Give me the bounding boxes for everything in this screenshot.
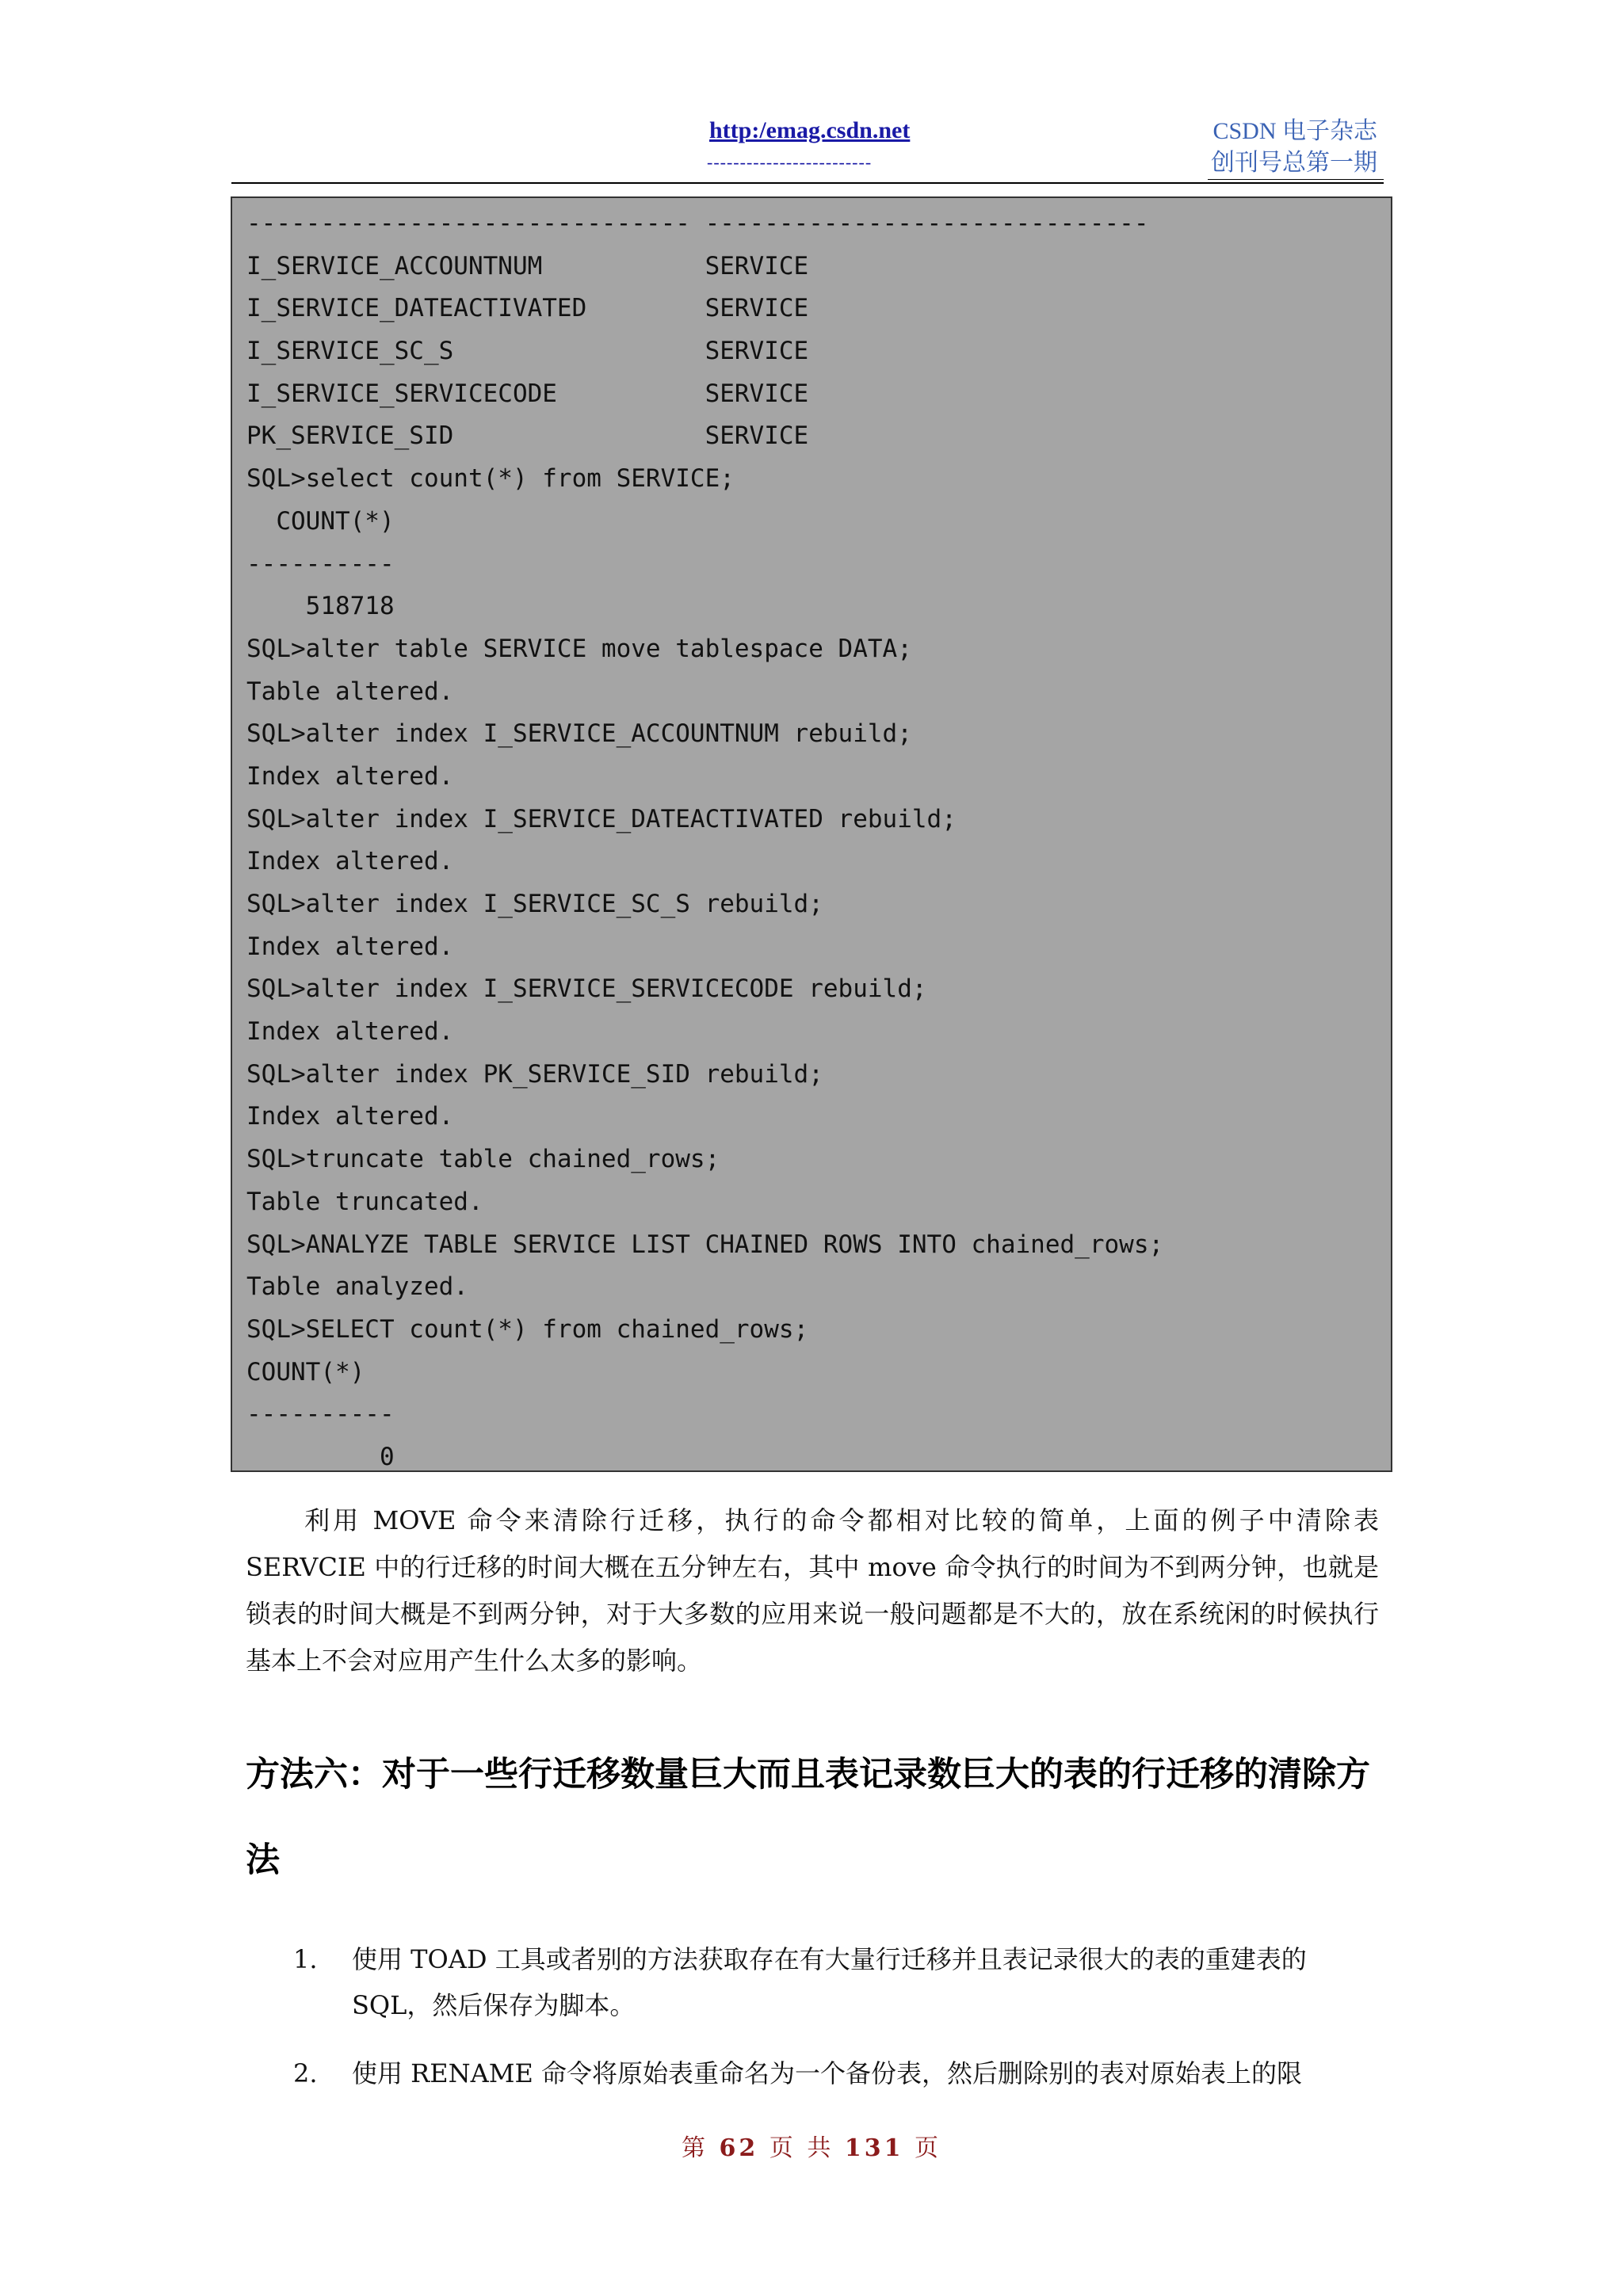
- code-line: SQL>alter index I_SERVICE_SC_S rebuild;: [246, 890, 823, 918]
- code-line: Index altered.: [246, 1102, 454, 1131]
- list-item-text: 使用 RENAME 命令将原始表重命名为一个备份表，然后删除别的表对原始表上的限: [352, 2058, 1303, 2088]
- page-footer: [0, 2128, 1623, 2163]
- code-line: Index altered.: [246, 847, 454, 876]
- code-line: I_SERVICE_DATEACTIVATED SERVICE: [246, 294, 809, 323]
- list-item: [246, 1936, 1379, 2028]
- code-line: I_SERVICE_ACCOUNTNUM SERVICE: [246, 251, 809, 280]
- body-paragraph: [246, 1497, 1379, 1684]
- code-line: SQL>alter index PK_SERVICE_SID rebuild;: [246, 1059, 823, 1089]
- code-line: 518718: [246, 592, 395, 621]
- footer-page-number: 62: [719, 2134, 759, 2162]
- code-line: ----------: [246, 1400, 395, 1429]
- code-line: ------------------------------ ------------------------------: [246, 209, 1149, 238]
- code-line: Index altered.: [246, 761, 454, 791]
- code-line: I_SERVICE_SERVICECODE SERVICE: [246, 379, 809, 408]
- list-item-number: 1.: [293, 1944, 318, 1974]
- code-line: Index altered.: [246, 1017, 454, 1047]
- code-line: I_SERVICE_SC_S SERVICE: [246, 337, 809, 366]
- section-heading: 方法六：对于一些行迁移数量巨大而且表记录数巨大的表的行迁移的清除方法: [246, 1755, 1370, 1880]
- footer-total-pages: 131: [844, 2134, 904, 2162]
- list-item: [246, 2050, 1379, 2096]
- list-item-text: 使用 TOAD 工具或者别的方法获取存在有大量行迁移并且表记录很大的表的重建表的 SQL，然后保存为脚本。: [352, 1944, 1307, 2020]
- numbered-list: [246, 1936, 1379, 2119]
- sql-code-box: [231, 196, 1392, 1472]
- code-line: Table altered.: [246, 677, 454, 706]
- header-rule-thin: [1208, 179, 1384, 180]
- body-paragraph-text: 利用 MOVE 命令来清除行迁移，执行的命令都相对比较的简单，上面的例子中清除表 SERVCIE 中的行迁移的时间大概在五分钟左右，其中 move 命令执行的时间为不到两分钟，也就是锁表的时间大概是不到两分钟，对于大多数的应用来说一般问题都是不大的，放在系统闲的时候执行基本上不会对应用产生什么太多的影响。: [246, 1505, 1379, 1676]
- code-line: Table truncated.: [246, 1187, 483, 1216]
- header-rule: [231, 182, 1384, 184]
- header-issue: 创刊号总第一期: [1211, 150, 1377, 176]
- header-magazine-name: CSDN 电子杂志: [1212, 118, 1377, 144]
- list-item-number: 2.: [293, 2058, 318, 2088]
- code-line: SQL>ANALYZE TABLE SERVICE LIST CHAINED ROWS INTO chained_rows;: [246, 1230, 1164, 1259]
- code-line: COUNT(*): [246, 506, 395, 536]
- code-line: PK_SERVICE_SID SERVICE: [246, 421, 809, 451]
- code-line: 0: [246, 1442, 395, 1471]
- code-line: ----------: [246, 549, 395, 578]
- sql-code-lines: [246, 203, 1163, 1479]
- footer-middle: 页 共: [769, 2134, 834, 2162]
- header-url-link[interactable]: http:/emag.csdn.net: [709, 117, 911, 143]
- code-line: COUNT(*): [246, 1357, 365, 1386]
- footer-prefix: 第: [681, 2134, 708, 2162]
- code-line: Table analyzed.: [246, 1272, 468, 1302]
- code-line: SQL>alter table SERVICE move tablespace DATA;: [246, 634, 912, 663]
- code-line: SQL>truncate table chained_rows;: [246, 1145, 720, 1174]
- footer-suffix: 页: [915, 2134, 942, 2162]
- header-magazine-info: [1211, 116, 1377, 179]
- code-line: Index altered.: [246, 932, 454, 961]
- code-line: SQL>alter index I_SERVICE_ACCOUNTNUM rebuild;: [246, 719, 912, 749]
- code-line: SQL>select count(*) from SERVICE;: [246, 464, 735, 494]
- code-line: SQL>alter index I_SERVICE_SERVICECODE rebuild;: [246, 974, 927, 1004]
- code-line: SQL>alter index I_SERVICE_DATEACTIVATED rebuild;: [246, 804, 957, 833]
- header-url-underline: -------------------------: [707, 152, 873, 172]
- code-line: SQL>SELECT count(*) from chained_rows;: [246, 1314, 809, 1344]
